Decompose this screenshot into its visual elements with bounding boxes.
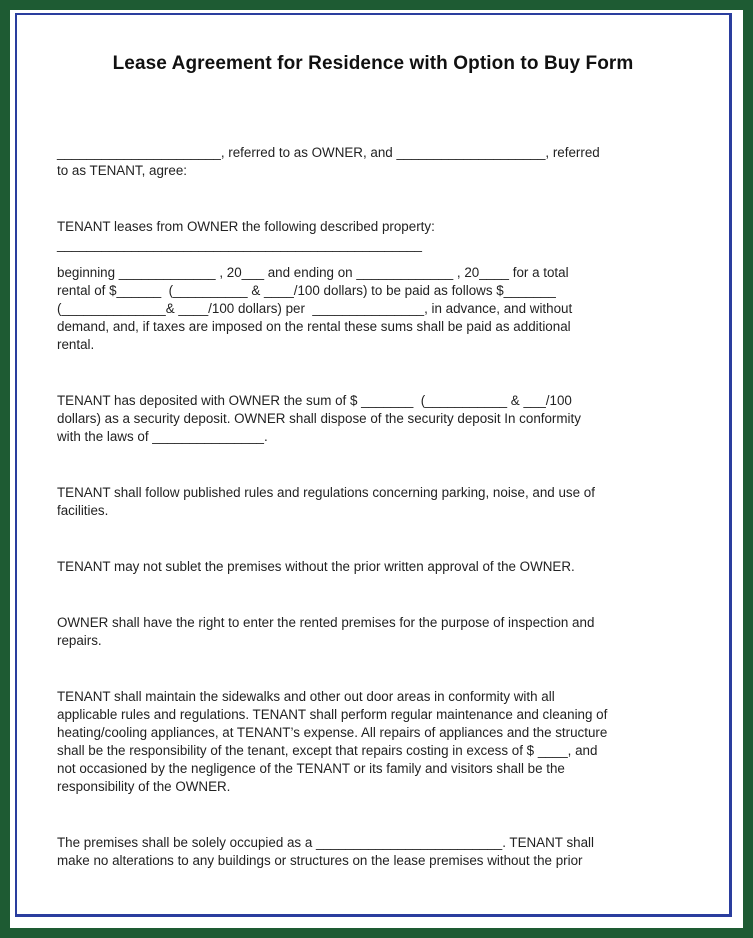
document-page <box>15 13 732 917</box>
text-line: responsibility of the OWNER. <box>57 779 231 794</box>
text-line: TENANT leases from OWNER the following described property: <box>57 219 435 234</box>
sublet-paragraph <box>57 558 697 576</box>
document-title: Lease Agreement for Residence with Option to Buy Form <box>112 53 634 74</box>
text-line: not occasioned by the negligence of the TENANT or its family and visitors shall be the <box>57 761 565 776</box>
text-line: make no alterations to any buildings or structures on the lease premises without the prior <box>57 853 583 868</box>
parties-paragraph <box>57 144 697 180</box>
rules-paragraph <box>57 484 697 520</box>
text-line: The premises shall be solely occupied as a _________________________. TENANT shall <box>57 835 594 850</box>
maintenance-paragraph <box>57 688 697 796</box>
text-line: rental of $______ (__________ & ____/100 dollars) to be paid as follows $_______ <box>57 283 556 298</box>
text-line: TENANT shall maintain the sidewalks and other out door areas in conformity with all <box>57 689 555 704</box>
text-line: _________________________________________________ <box>57 237 422 252</box>
entry-paragraph <box>57 614 697 650</box>
security-deposit-paragraph <box>57 392 697 446</box>
text-line: OWNER shall have the right to enter the rented premises for the purpose of inspection and <box>57 615 595 630</box>
text-line: rental. <box>57 337 95 352</box>
text-line: shall be the responsibility of the tenant, except that repairs costing in excess of $ ____, and <box>57 743 598 758</box>
text-line: demand, and, if taxes are imposed on the rental these sums shall be paid as additional <box>57 319 571 334</box>
text-line: heating/cooling appliances, at TENANT’s expense. All repairs of appliances and the structure <box>57 725 608 740</box>
text-line: TENANT has deposited with OWNER the sum of $ _______ (___________ & ___/100 <box>57 393 572 408</box>
rental-terms-paragraph <box>57 264 697 354</box>
occupancy-paragraph <box>57 834 697 870</box>
text-line: TENANT may not sublet the premises without the prior written approval of the OWNER. <box>57 559 575 574</box>
text-line: ______________________, referred to as OWNER, and ____________________, referred <box>57 145 600 160</box>
property-paragraph <box>57 218 697 254</box>
text-line: repairs. <box>57 633 102 648</box>
text-line: to as TENANT, agree: <box>57 163 187 178</box>
text-line: TENANT shall follow published rules and regulations concerning parking, noise, and use of <box>57 485 595 500</box>
text-line: facilities. <box>57 503 109 518</box>
text-line: (______________& ____/100 dollars) per _______________, in advance, and without <box>57 301 573 316</box>
text-line: beginning _____________ , 20___ and ending on _____________ , 20____ for a total <box>57 265 569 280</box>
text-line: with the laws of _______________. <box>57 429 268 444</box>
text-line: applicable rules and regulations. TENANT shall perform regular maintenance and cleaning of <box>57 707 608 722</box>
text-line: dollars) as a security deposit. OWNER shall dispose of the security deposit In conformity <box>57 411 581 426</box>
